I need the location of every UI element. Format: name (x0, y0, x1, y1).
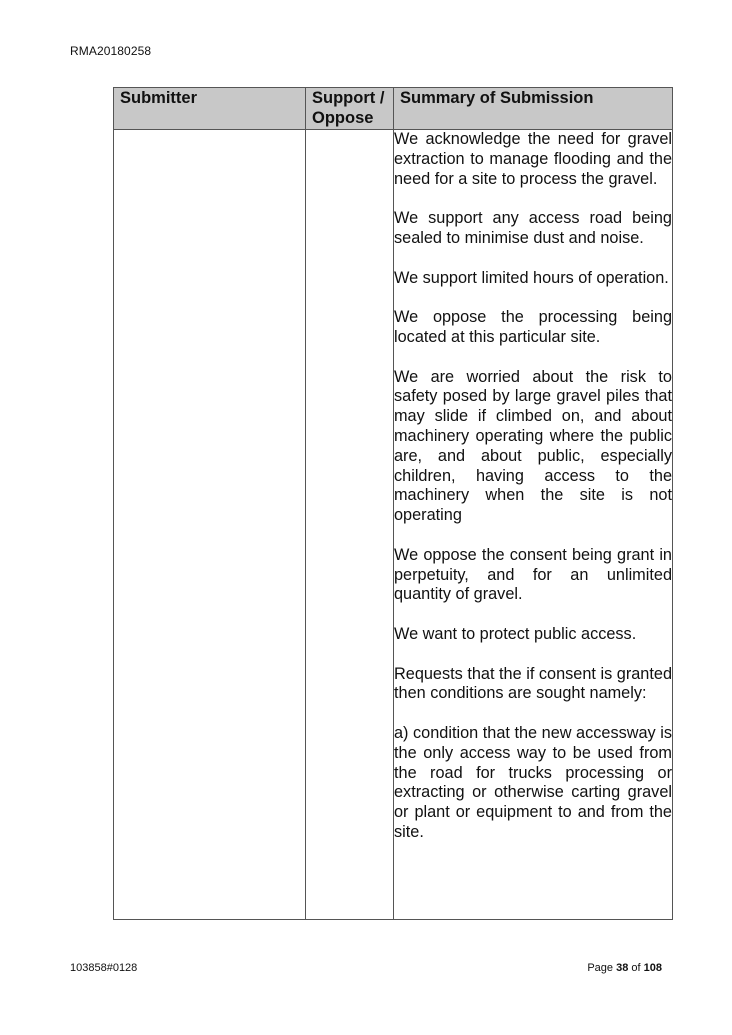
summary-paragraph: We are worried about the risk to safety posed by large gravel piles that may slide if climbed on, and about machinery operating where the public are, and about public, especially children, having access to the machinery when the site is not operating (394, 367, 672, 525)
document-id: 103858#0128 (70, 962, 138, 974)
summary-paragraph: We oppose the processing being located at this particular site. (394, 308, 672, 346)
column-header-summary: Summary of Submission (394, 88, 673, 130)
summary-paragraph: We acknowledge the need for gravel extraction to manage flooding and the need for a site to process the gravel. (394, 130, 672, 188)
summary-paragraph: a) condition that the new accessway is the only access way to be used from the road for trucks processing or extracting or otherwise carting gravel or plant or equipment to and from the site. (394, 723, 672, 841)
page-of: of (631, 962, 641, 974)
column-header-submitter: Submitter (114, 88, 306, 130)
page-total: 108 (643, 962, 662, 974)
summary-cell (394, 130, 673, 920)
summary-paragraph: We oppose the consent being grant in perpetuity, and for an unlimited quantity of gravel. (394, 545, 672, 604)
page-prefix: Page (587, 962, 614, 974)
support-oppose-cell (306, 130, 394, 920)
document-reference: RMA20180258 (70, 44, 152, 58)
table-header-row (114, 88, 673, 130)
column-header-support-oppose: Support / Oppose (306, 88, 394, 130)
submitter-cell (114, 130, 306, 920)
summary-paragraph: We support limited hours of operation. (394, 268, 669, 287)
table-row (114, 130, 673, 920)
summary-paragraph: We want to protect public access. (394, 624, 637, 643)
summary-paragraph: We support any access road being sealed to minimise dust and noise. (394, 209, 672, 247)
page-current: 38 (616, 962, 629, 974)
summary-paragraph: Requests that the if consent is granted then conditions are sought namely: (394, 664, 672, 703)
submissions-table (113, 87, 673, 920)
page-number (587, 962, 662, 974)
